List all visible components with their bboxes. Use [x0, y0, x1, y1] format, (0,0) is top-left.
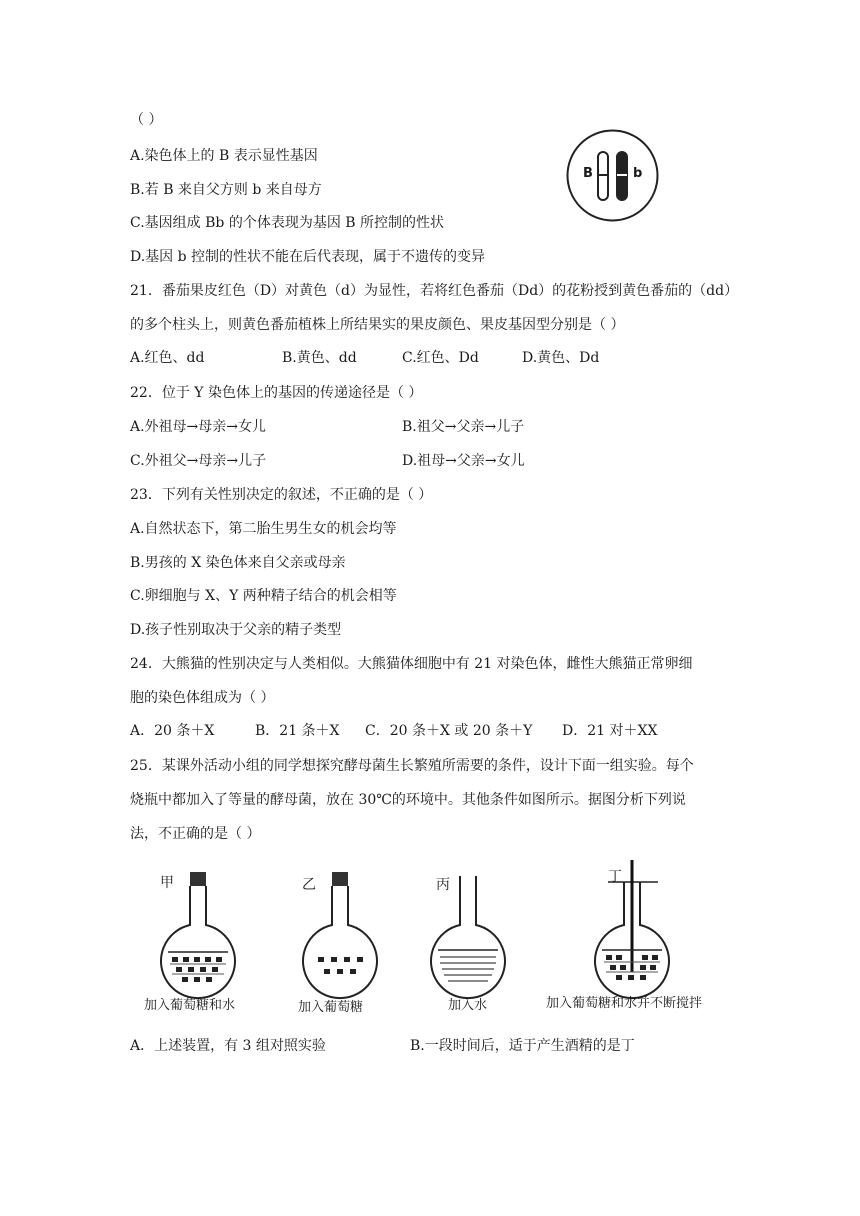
q22-option-c: C.外祖父→母亲→儿子: [130, 453, 267, 469]
q20-option-d: D.基因 b 控制的性状不能在后代表现，属于不遗传的变异: [130, 249, 486, 265]
q25-stem-line1: 25．某课外活动小组的同学想探究酵母菌生长繁殖所需要的条件，设计下面一组实验。每个: [130, 758, 694, 774]
flask-caption-jia: 加入葡萄糖和水: [144, 998, 236, 1013]
q23-option-b: B.男孩的 X 染色体来自父亲或母亲: [130, 555, 346, 571]
q23-stem: 23．下列有关性别决定的叙述，不正确的是（ ）: [130, 487, 433, 503]
q25-stem-line2: 烧瓶中都加入了等量的酵母菌，放在 30℃的环境中。其他条件如图所示。据图分析下列说: [130, 792, 686, 808]
q22-option-d: D.祖母→父亲→女儿: [402, 453, 525, 469]
q21-option-b: B.黄色、dd: [282, 350, 357, 366]
q21-stem-line1: 21．番茄果皮红色（D）对黄色（d）为显性，若将红色番茄（Dd）的花粉授到黄色番茄的（dd）: [130, 283, 739, 299]
flask-label-jia: 甲: [160, 875, 174, 891]
q21-stem-line2: 的多个柱头上，则黄色番茄植株上所结果实的果皮颜色、果皮基因型分别是（ ）: [130, 317, 625, 333]
q22-stem: 22．位于 Y 染色体上的基因的传递途径是（ ）: [130, 385, 423, 401]
q25-stem-line3: 法，不正确的是（ ）: [130, 826, 261, 842]
flask-label-bing: 丙: [436, 877, 450, 893]
q23-option-d: D.孩子性别取决于父亲的精子类型: [130, 622, 342, 638]
q24-option-b: B．21 条＋X: [255, 723, 340, 739]
q23-option-c: C.卵细胞与 X、Y 两种精子结合的机会相等: [130, 588, 397, 604]
q21-option-d: D.黄色、Dd: [522, 350, 600, 366]
flask-figure: [130, 860, 750, 1020]
q22-option-a: A.外祖母→母亲→女儿: [130, 419, 267, 435]
q20-option-b: B.若 B 来自父方则 b 来自母方: [130, 182, 322, 198]
q21-option-c: C.红色、Dd: [402, 350, 479, 366]
q20-option-a: A.染色体上的 B 表示显性基因: [130, 148, 318, 164]
chromosome-label-right: b: [633, 166, 643, 181]
q20-paren: （ ）: [130, 112, 163, 128]
flask-bing-icon: [431, 876, 505, 998]
flask-caption-ding: 加入葡萄糖和水并不断搅拌: [546, 996, 703, 1011]
q24-option-c: C．20 条＋X 或 20 条＋Y: [365, 723, 533, 739]
flask-caption-bing: 加入水: [448, 998, 488, 1013]
q25-option-a: A．上述装置，有 3 组对照实验: [130, 1038, 326, 1054]
flask-caption-yi: 加入葡萄糖: [298, 1000, 364, 1015]
q25-option-b: B.一段时间后，适于产生酒精的是丁: [410, 1038, 635, 1054]
chromosome-pair-icon: [565, 128, 660, 223]
flask-label-ding: 丁: [608, 869, 622, 885]
q23-option-a: A.自然状态下，第二胎生男生女的机会均等: [130, 521, 397, 537]
chromosome-figure: [565, 128, 660, 223]
chromosome-label-left: B: [583, 166, 593, 181]
flask-label-yi: 乙: [302, 877, 316, 893]
q24-stem-line1: 24．大熊猫的性别决定与人类相似。大熊猫体细胞中有 21 对染色体，雌性大熊猫正常卵细: [130, 656, 693, 672]
q21-option-a: A.红色、dd: [130, 350, 205, 366]
q20-option-c: C.基因组成 Bb 的个体表现为基因 B 所控制的性状: [130, 215, 445, 231]
flask-ding-icon: [595, 860, 669, 998]
q24-option-a: A．20 条＋X: [130, 723, 215, 739]
q24-option-d: D．21 对＋XX: [562, 723, 658, 739]
q24-stem-line2: 胞的染色体组成为（ ）: [130, 690, 275, 706]
q22-option-b: B.祖父→父亲→儿子: [402, 419, 525, 435]
